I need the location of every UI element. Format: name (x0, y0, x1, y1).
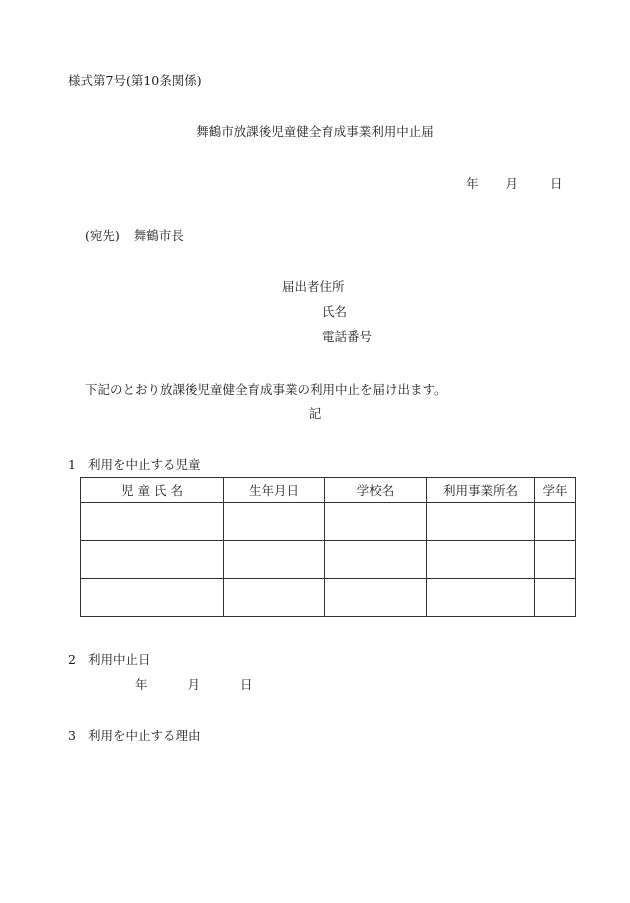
section2-number: 2 (68, 652, 76, 667)
facility-cell[interactable] (427, 579, 535, 617)
child-name-cell[interactable] (81, 579, 224, 617)
form-number: 様式第7号(第10条関係) (68, 73, 202, 88)
date-day-label: 日 (550, 176, 563, 191)
section3-number: 3 (68, 728, 76, 743)
addressee-name: 舞鶴市長 (133, 228, 184, 243)
statement: 下記のとおり放課後児童健全育成事業の利用中止を届け出ます。 (85, 382, 447, 397)
table-row (81, 503, 576, 541)
section3-title: 利用を中止する理由 (88, 728, 201, 743)
section2-title: 利用中止日 (88, 652, 151, 667)
column-header-grade: 学年 (535, 478, 576, 503)
school-cell[interactable] (325, 541, 427, 579)
birthdate-cell[interactable] (224, 503, 325, 541)
section3-heading (68, 728, 201, 744)
children-table (80, 477, 576, 617)
column-header-school: 学校名 (325, 478, 427, 503)
submission-date (466, 176, 563, 192)
birthdate-cell[interactable] (224, 541, 325, 579)
end-date-year-label: 年 (135, 677, 148, 692)
child-name-cell[interactable] (81, 503, 224, 541)
section1-number: 1 (68, 457, 76, 472)
applicant-address-label: 届出者住所 (282, 279, 345, 294)
addressee-label: (宛先) (85, 228, 120, 243)
date-month-label: 月 (505, 176, 519, 191)
document-title: 舞鶴市放課後児童健全育成事業利用中止届 (196, 124, 434, 139)
table-row (81, 579, 576, 617)
date-year-label: 年 (466, 176, 479, 191)
column-header-child-name: 児 童 氏 名 (81, 478, 224, 503)
applicant-name-label: 氏名 (322, 304, 348, 319)
school-cell[interactable] (325, 579, 427, 617)
section1-title: 利用を中止する児童 (88, 457, 201, 472)
table-header-row (81, 478, 576, 503)
facility-cell[interactable] (427, 541, 535, 579)
column-header-birthdate: 生年月日 (224, 478, 325, 503)
column-header-facility: 利用事業所名 (427, 478, 535, 503)
applicant-phone-label: 電話番号 (322, 329, 373, 344)
addressee (85, 228, 184, 244)
end-date-month-label: 月 (187, 677, 201, 692)
section1-heading (68, 457, 201, 473)
child-name-cell[interactable] (81, 541, 224, 579)
grade-cell[interactable] (535, 503, 576, 541)
end-date-day-label: 日 (240, 677, 253, 692)
end-date (135, 677, 253, 693)
facility-cell[interactable] (427, 503, 535, 541)
section2-heading (68, 652, 151, 668)
grade-cell[interactable] (535, 579, 576, 617)
school-cell[interactable] (325, 503, 427, 541)
birthdate-cell[interactable] (224, 579, 325, 617)
grade-cell[interactable] (535, 541, 576, 579)
ki-marker: 記 (308, 406, 322, 421)
table-row (81, 541, 576, 579)
